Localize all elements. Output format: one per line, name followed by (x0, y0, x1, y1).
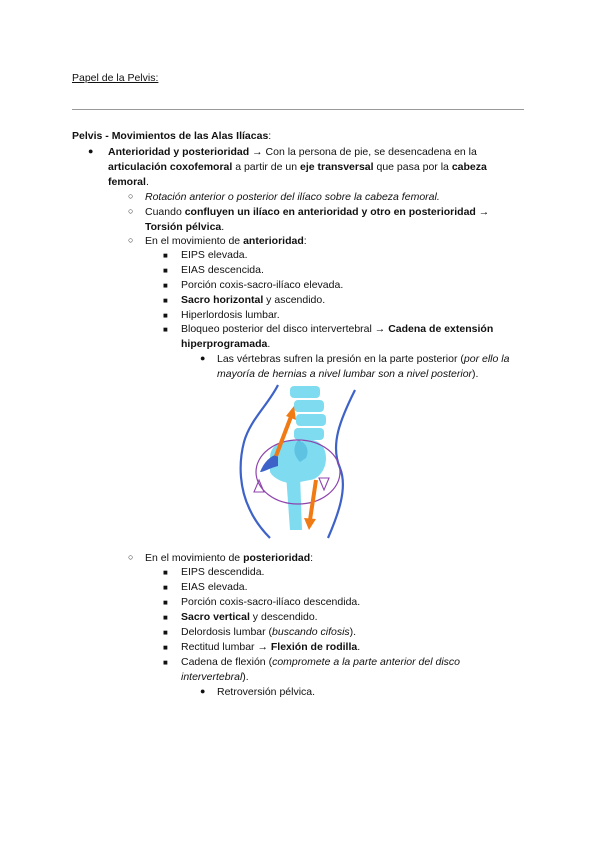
posterioridad-item (181, 595, 360, 609)
femur (286, 474, 302, 530)
sub-item-rotation (145, 190, 440, 204)
circle-bullet-icon: ○ (128, 191, 134, 201)
sub-item-text: En el movimiento de (145, 552, 244, 564)
square-bullet-icon: ■ (163, 296, 168, 305)
list-item-text: Rectitud lumbar → (181, 641, 271, 653)
main-bullet-line3 (108, 175, 149, 189)
square-bullet-icon: ■ (163, 643, 168, 652)
sub-item-term: anterioridad (243, 235, 304, 247)
list-item-text: Porción coxis-sacro-ilíaco elevada. (181, 279, 344, 291)
post-item-delordosis (181, 625, 356, 639)
section-heading (72, 130, 271, 142)
square-bullet-icon: ■ (163, 583, 168, 592)
rotation-arrow-right (319, 478, 329, 490)
main-bullet-term: cabeza (451, 161, 487, 173)
main-bullet-text: a partir de un (232, 161, 301, 173)
list-item-text: y descendido. (249, 611, 318, 623)
list-item-term: Flexión de rodilla (270, 641, 358, 653)
square-bullet-icon: ■ (163, 568, 168, 577)
anterioridad-item (181, 293, 325, 307)
main-bullet-line2 (108, 160, 487, 174)
list-item-italic: compromete a la parte anterior del disco (272, 656, 460, 668)
list-item-term: Cadena de extensión (388, 323, 494, 335)
ant-item-bloqueo-line1 (181, 322, 493, 336)
main-bullet-term: femoral (108, 176, 146, 188)
list-item-text: . (357, 641, 361, 653)
circle-bullet-icon: ○ (128, 206, 134, 216)
square-bullet-icon: ■ (163, 311, 168, 320)
note-text: Las vértebras sufren la presión en la parte posterior ( (217, 353, 464, 365)
posterioridad-item (181, 580, 248, 594)
arrow-down-shaft (310, 480, 316, 520)
page-title: Papel de la Pelvis: (72, 72, 159, 84)
posterioridad-item (181, 565, 264, 579)
square-bullet-icon: ■ (163, 325, 168, 334)
sub-item-text: : (303, 235, 307, 247)
list-item-text: EIAS elevada. (181, 581, 248, 593)
divider (72, 109, 524, 110)
list-item-term: Sacro horizontal (181, 294, 264, 306)
list-item-text: Cadena de flexión ( (181, 656, 273, 668)
pelvis-anteversion-illustration (230, 380, 360, 540)
sub-item-posterioridad (145, 551, 313, 565)
sub-item-text: : (310, 552, 314, 564)
note-italic: mayoría de hernias a nivel lumbar son a nivel posterior (217, 368, 473, 380)
posterioridad-item (181, 610, 318, 624)
sub-item-text: . (221, 221, 225, 233)
heading-bold: Pelvis - Movimientos de las Alas Ilíacas (72, 130, 269, 142)
main-bullet-text: que pasa por la (373, 161, 452, 173)
list-item-text: y ascendido. (263, 294, 326, 306)
main-bullet-term: Anterioridad y posterioridad (108, 146, 250, 158)
post-item-rectitud (181, 640, 360, 654)
anterioridad-item (181, 308, 280, 322)
list-item-italic: intervertebral (181, 671, 243, 683)
list-item-text: . (267, 338, 271, 350)
square-bullet-icon: ■ (163, 628, 168, 637)
main-bullet-text: . (145, 176, 149, 188)
ant-item-bloqueo-line2 (181, 337, 270, 351)
retroversion-item (217, 685, 315, 699)
circle-bullet-icon: ○ (128, 552, 134, 562)
list-item-text: ). (349, 626, 357, 638)
list-item-text: ). (242, 671, 249, 683)
list-item-text: EIAS descencida. (181, 264, 264, 276)
list-item-term: hiperprogramada (181, 338, 268, 350)
anterioridad-item (181, 263, 264, 277)
heading-colon: : (268, 130, 272, 142)
post-item-cadena-line1 (181, 655, 460, 669)
list-item-text: Retroversión pélvica. (217, 686, 316, 698)
square-bullet-icon: ■ (163, 598, 168, 607)
anterioridad-item (181, 248, 248, 262)
main-bullet-text: → Con la persona de pie, se desencadena en la (249, 146, 477, 158)
main-bullet-line1 (108, 145, 477, 159)
sub-item-text: En el movimiento de (145, 235, 244, 247)
square-bullet-icon: ■ (163, 613, 168, 622)
sub-item-term: Torsión pélvica (145, 221, 222, 233)
list-item-text: Bloqueo posterior del disco intervertebral → (181, 323, 389, 335)
bullet-icon: ● (200, 353, 206, 363)
arrow-down-head (304, 518, 316, 530)
list-item-text: Hiperlordosis lumbar. (181, 309, 280, 321)
rotation-arrow-left (254, 480, 264, 492)
list-item-italic: buscando cifosis (272, 626, 350, 638)
list-item-text: EIPS descendida. (181, 566, 265, 578)
square-bullet-icon: ■ (163, 281, 168, 290)
circle-bullet-icon: ○ (128, 235, 134, 245)
bullet-icon: ● (88, 146, 94, 156)
square-bullet-icon: ■ (163, 266, 168, 275)
list-item-text: Delordosis lumbar ( (181, 626, 273, 638)
square-bullet-icon: ■ (163, 251, 168, 260)
vertebra-note-line2 (217, 367, 478, 381)
note-text: ). (472, 368, 479, 380)
main-bullet-term: articulación coxofemoral (108, 161, 233, 173)
bullet-icon: ● (200, 686, 206, 696)
sub-item-torsion-line2 (145, 220, 224, 234)
anterioridad-item (181, 278, 343, 292)
sub-item-term: confluyen un ilíaco en anterioridad y otro en posterioridad → (184, 206, 490, 218)
list-item-term: Sacro vertical (181, 611, 250, 623)
vertebra-note-line1 (217, 352, 509, 366)
list-item-text: EIPS elevada. (181, 249, 248, 261)
sub-item-term: posterioridad (243, 552, 311, 564)
sub-item-anterioridad (145, 234, 307, 248)
list-item-text: Porción coxis-sacro-ilíaco descendida. (181, 596, 361, 608)
square-bullet-icon: ■ (163, 658, 168, 667)
sub-item-torsion-line1 (145, 205, 489, 219)
body-outline-front (328, 390, 355, 538)
lumbar-vertebrae (290, 386, 326, 440)
sub-item-text: Rotación anterior o posterior del ilíaco sobre la cabeza femoral. (145, 191, 440, 203)
sub-item-text: Cuando (145, 206, 185, 218)
post-item-cadena-line2 (181, 670, 249, 684)
note-italic: por ello la (463, 353, 510, 365)
main-bullet-term: eje transversal (300, 161, 374, 173)
